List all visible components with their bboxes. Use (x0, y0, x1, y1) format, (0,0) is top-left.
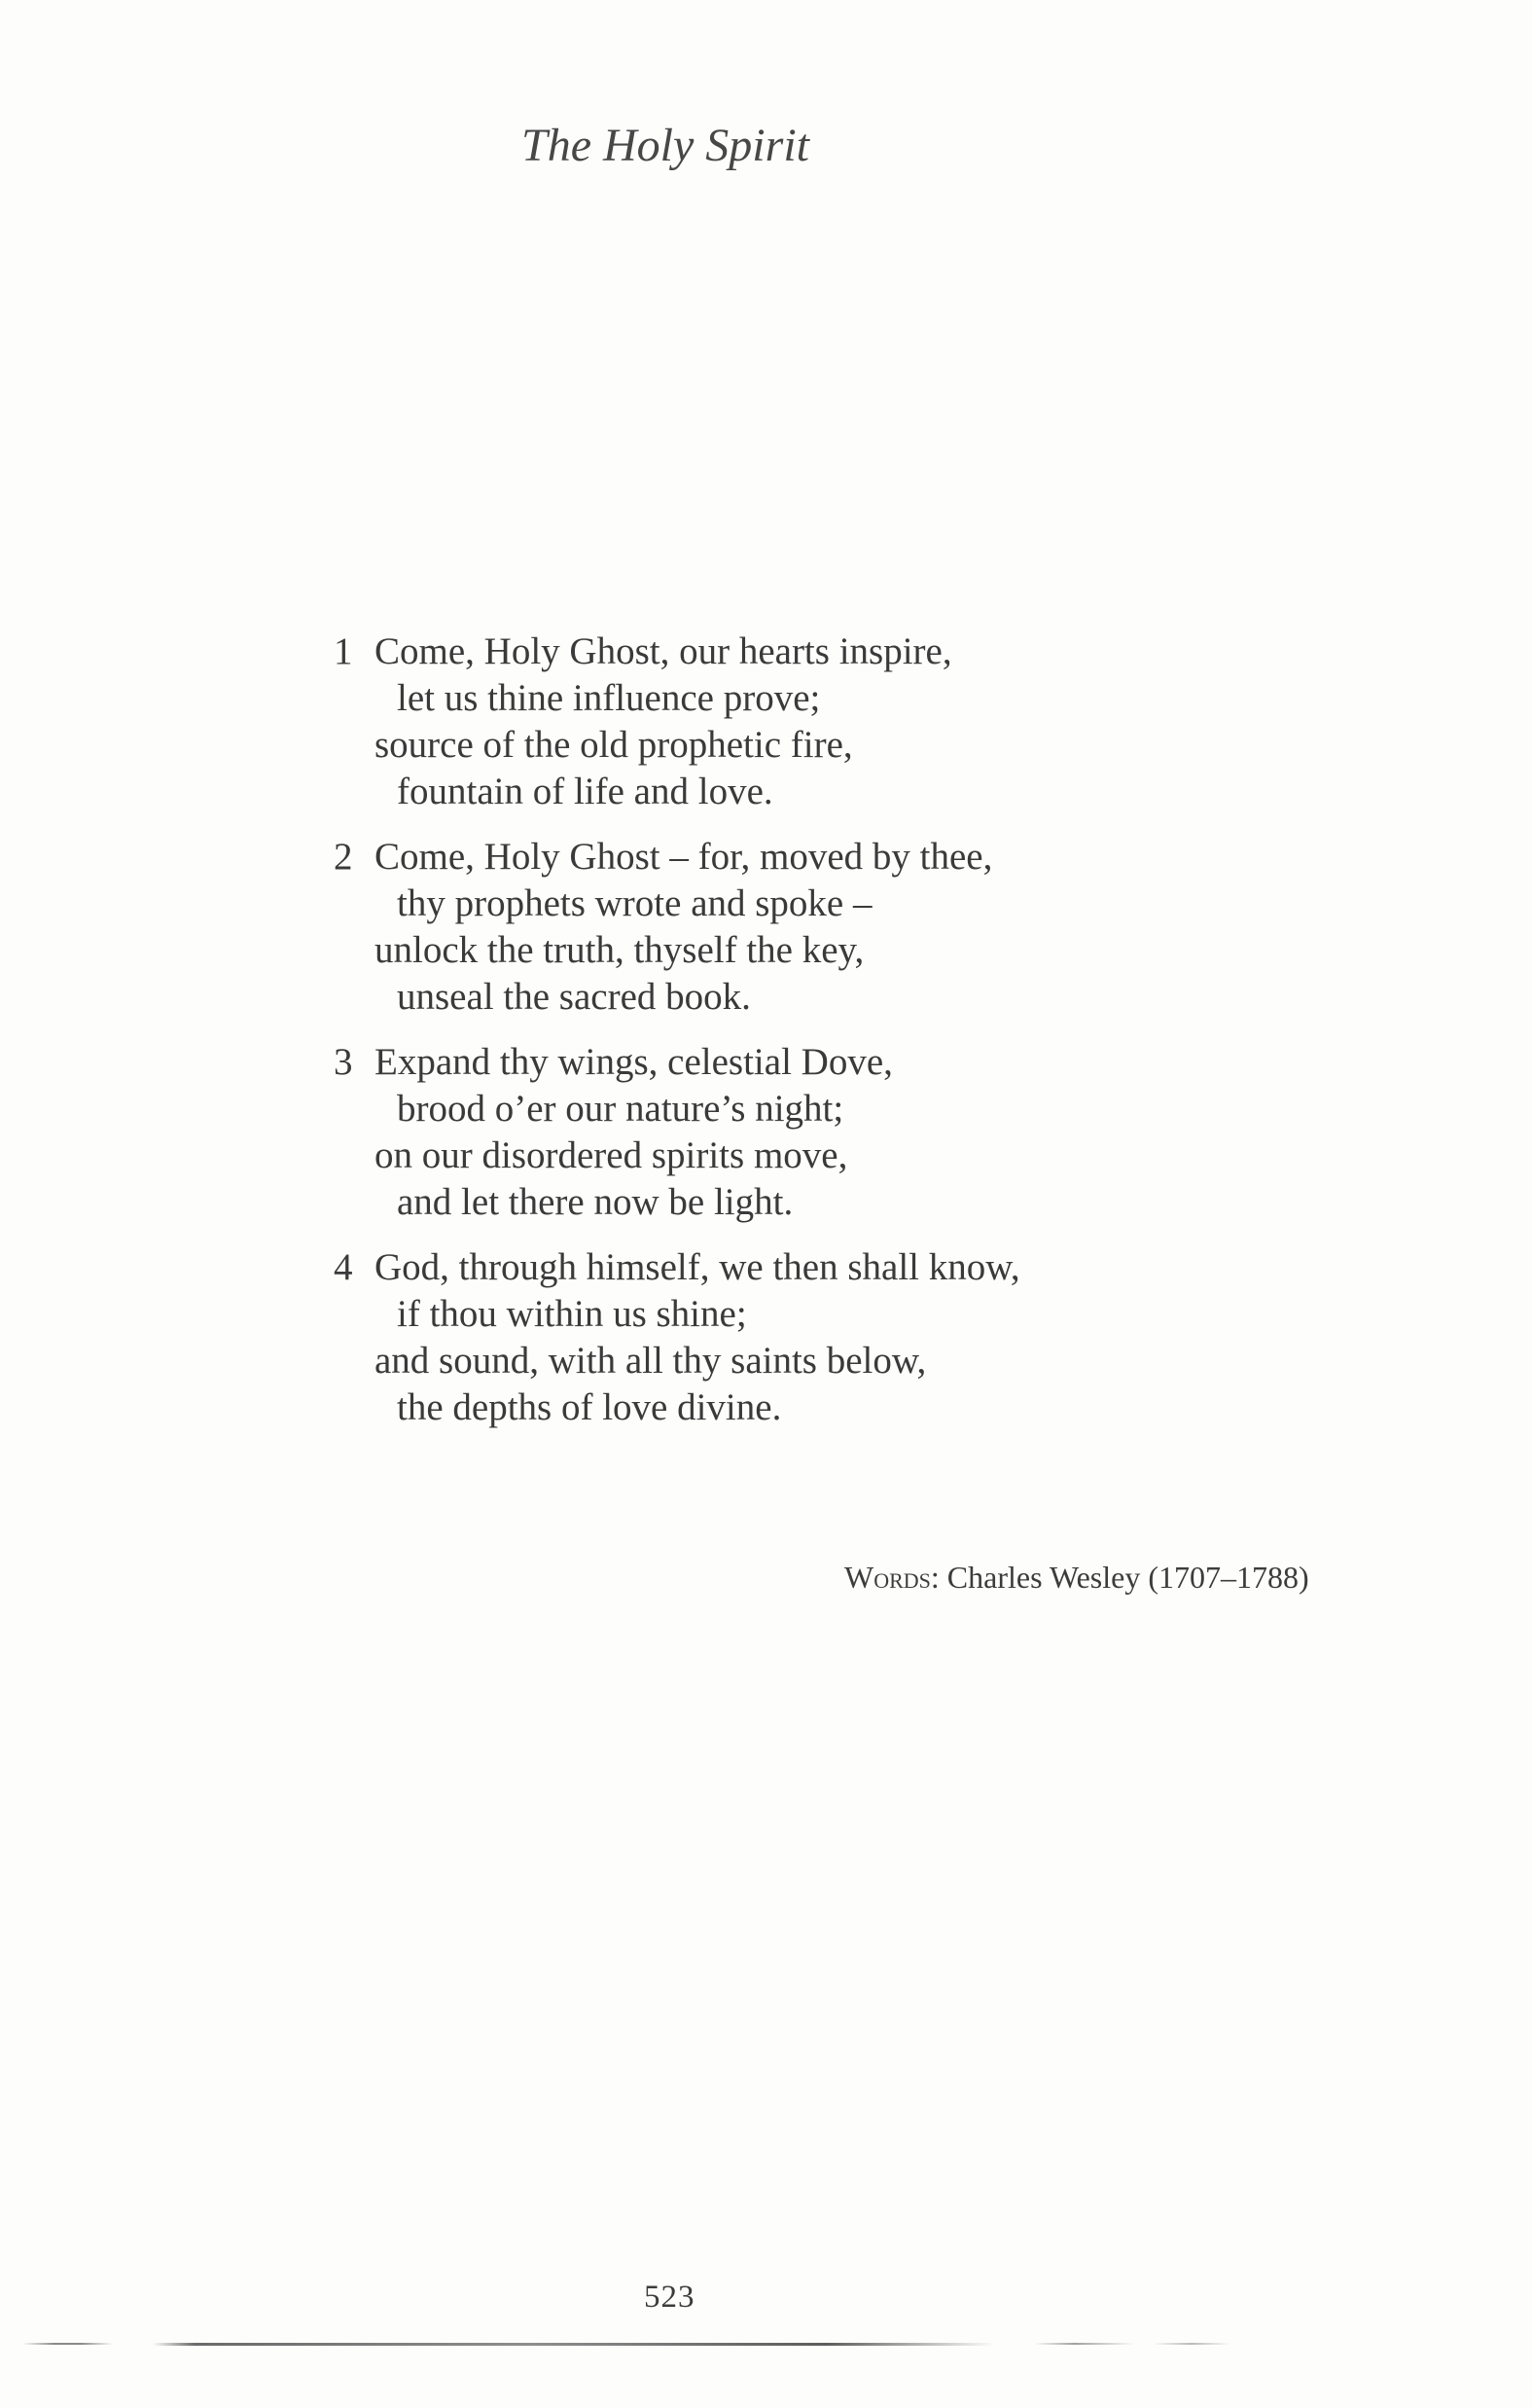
page-edge-scan-line (153, 2343, 995, 2346)
verse-line: on our disordered spirits move, (374, 1134, 848, 1176)
verse-1 (334, 629, 1020, 815)
verse-line: thy prophets wrote and spoke – (397, 882, 873, 924)
page-edge-scan-line (1034, 2343, 1135, 2345)
attribution-label: Words: (844, 1560, 940, 1595)
verse-2 (334, 834, 1020, 1021)
verse-line: brood o’er our nature’s night; (397, 1088, 844, 1130)
verse-line: fountain of life and love. (397, 771, 773, 812)
verse-line: God, through himself, we then shall know, (374, 1246, 1020, 1288)
words-attribution (844, 1560, 1309, 1596)
verse-number: 2 (334, 836, 353, 878)
page-number: 523 (644, 2280, 695, 2315)
verse-number: 1 (334, 630, 353, 672)
section-title: The Holy Spirit (521, 120, 809, 171)
verse-line: and let there now be light. (397, 1181, 794, 1223)
verse-line: the depths of love divine. (397, 1386, 782, 1428)
page-edge-scan-line (22, 2343, 113, 2345)
verse-line: source of the old prophetic fire, (374, 724, 853, 766)
attribution-author: Charles Wesley (1707–1788) (946, 1560, 1309, 1595)
verse-4 (334, 1244, 1020, 1431)
verse-number: 4 (334, 1246, 353, 1288)
verse-3 (334, 1039, 1020, 1226)
verse-line: unseal the sacred book. (397, 976, 751, 1018)
verse-line: Expand thy wings, celestial Dove, (374, 1041, 893, 1083)
verse-line: Come, Holy Ghost – for, moved by thee, (374, 836, 993, 878)
verse-line: let us thine influence prove; (397, 677, 821, 719)
hymn-text (334, 629, 1020, 1450)
verse-line: Come, Holy Ghost, our hearts inspire, (374, 630, 952, 672)
page-edge-scan-line (1153, 2343, 1230, 2345)
verse-number: 3 (334, 1041, 353, 1083)
verse-line: and sound, with all thy saints below, (374, 1340, 927, 1382)
verse-line: unlock the truth, thyself the key, (374, 929, 865, 971)
verse-line: if thou within us shine; (397, 1293, 747, 1335)
